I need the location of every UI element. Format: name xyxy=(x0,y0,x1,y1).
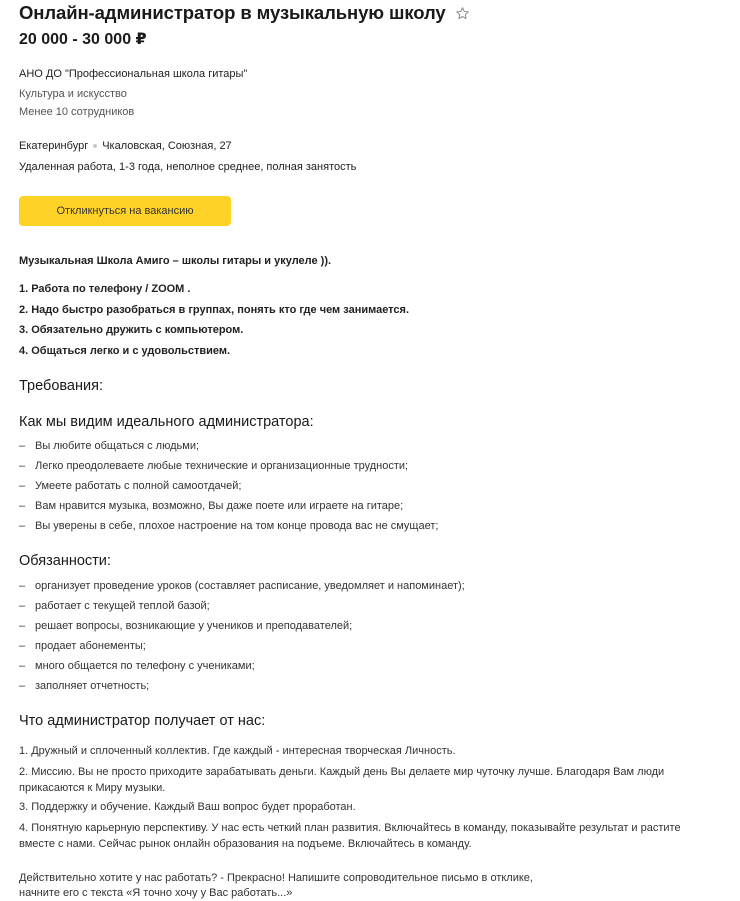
list-item: – много общается по телефону с учениками; xyxy=(19,660,465,680)
description-intro: Музыкальная Школа Амиго – школы гитары и укулеле )). xyxy=(19,255,332,267)
requirements-heading: Требования: xyxy=(19,378,103,394)
list-item: – Вам нравится музыка, возможно, Вы даже поете или играете на гитаре; xyxy=(19,500,438,520)
separator-dot xyxy=(93,144,97,148)
list-item: – Легко преодолеваете любые технические и организационные трудности; xyxy=(19,460,438,480)
company-industry: Культура и искусство xyxy=(19,88,127,100)
ideal-admin-heading: Как мы видим идеального администратора: xyxy=(19,414,314,430)
benefit-item: 1. Дружный и сплоченный коллектив. Где каждый - интересная творческая Личность. xyxy=(19,745,456,757)
list-item: 2. Надо быстро разобраться в группах, понять кто где чем занимается. xyxy=(19,303,410,316)
list-item: – решает вопросы, возникающие у учеников и преподавателей; xyxy=(19,620,465,640)
company-name[interactable]: АНО ДО "Профессиональная школа гитары" xyxy=(19,68,248,80)
list-item: – заполняет отчетность; xyxy=(19,680,465,700)
list-item: 3. Обязательно дружить с компьютером. xyxy=(19,324,244,336)
company-size: Менее 10 сотрудников xyxy=(19,106,135,118)
benefit-item: 3. Поддержку и обучение. Каждый Ваш вопрос будет проработан. xyxy=(19,801,356,813)
work-conditions: Удаленная работа, 1-3 года, неполное среднее, полная занятость xyxy=(19,161,357,173)
list-item: – Умеете работать с полной самоотдачей; xyxy=(19,480,438,500)
list-item: – продает абонементы; xyxy=(19,640,465,660)
closing-line: начните его с текста «Я точно хочу у Вас работать...» xyxy=(19,887,293,899)
list-item: – работает с текущей теплой базой; xyxy=(19,600,465,620)
key-points-list xyxy=(19,283,409,365)
closing-line: Действительно хотите у нас работать? - Прекрасно! Напишите сопроводительное письмо в отклике, xyxy=(19,872,533,884)
salary: 20 000 - 30 000 ₽ xyxy=(19,31,147,48)
list-item: 4. Общаться легко и с удовольствием. xyxy=(19,344,231,357)
list-item: – организует проведение уроков (составляет расписание, уведомляет и напоминает); xyxy=(19,580,465,600)
address: Чкаловская, Союзная, 27 xyxy=(102,140,232,152)
title-row xyxy=(19,0,470,26)
list-item: – Вы любите общаться с людьми; xyxy=(19,440,438,460)
duties-heading: Обязанности: xyxy=(19,553,111,569)
benefit-item: 4. Понятную карьерную перспективу. У нас есть четкий план развития. Включайтесь в команду, показывайте результат и растите вместе с нами. Сейчас рынок онлайн образования на подъеме. Включайтесь в команду. xyxy=(19,822,681,850)
benefits-heading: Что администратор получает от нас: xyxy=(19,713,266,729)
star-outline-icon[interactable] xyxy=(455,6,470,21)
location xyxy=(19,140,232,153)
apply-button[interactable]: Откликнуться на вакансию xyxy=(19,196,231,226)
vacancy-title: Онлайн-администратор в музыкальную школу xyxy=(19,2,446,23)
benefit-item: 2. Миссию. Вы не просто приходите зарабатывать деньги. Каждый день Вы делаете мир чуточку лучше. Благодаря Вам люди прикасаются к Миру музыки. xyxy=(19,766,665,794)
duties-list xyxy=(19,580,465,701)
ideal-admin-list xyxy=(19,440,438,540)
list-item: – Вы уверены в себе, плохое настроение на том конце провода вас не смущает; xyxy=(19,520,438,540)
city: Екатеринбург xyxy=(19,140,89,152)
list-item: 1. Работа по телефону / ZOOM . xyxy=(19,283,191,295)
